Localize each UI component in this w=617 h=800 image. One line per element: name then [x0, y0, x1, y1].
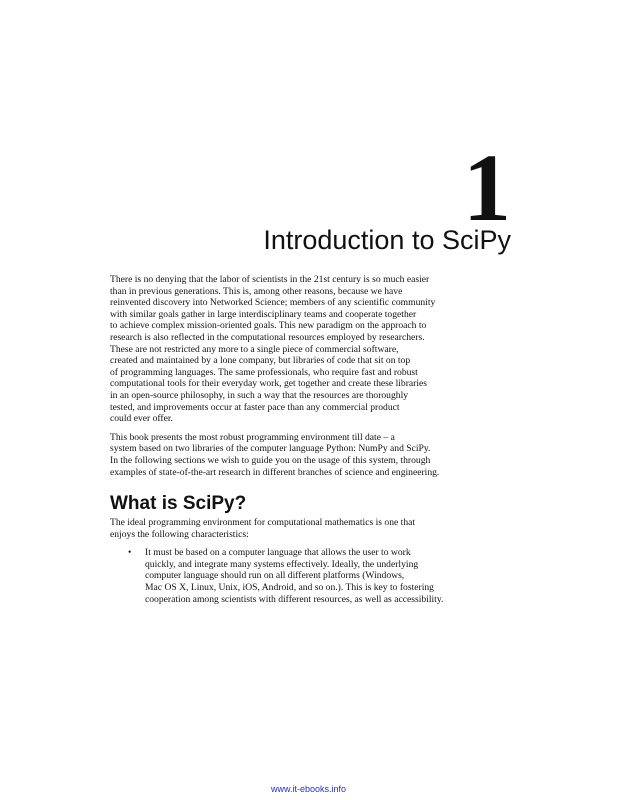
paragraph-line: These are not restricted any more to a single piece of commercial software,	[110, 343, 399, 355]
paragraph-line: in an open-source philosophy, in such a way that the resources are thoroughly	[110, 389, 409, 401]
paragraph-line: reinvented discovery into Networked Science; members of any scientific community	[110, 297, 436, 309]
intro-paragraph-2	[110, 432, 512, 478]
paragraph-line: computational tools for their everyday work, get together and create these libraries	[110, 378, 428, 390]
paragraph-line: There is no denying that the labor of scientists in the 21st century is so much easier	[110, 274, 430, 285]
list-item-line: Mac OS X, Linux, Unix, iOS, Android, and so on.). This is key to fostering	[145, 582, 434, 594]
list-item	[110, 547, 512, 605]
paragraph-line: of programming languages. The same professionals, who require fast and robust	[110, 366, 418, 378]
paragraph-line: tested, and improvements occur at faster pace than any commercial product	[110, 401, 400, 413]
paragraph-line: could ever offer.	[110, 413, 173, 425]
footer-link[interactable]: www.it-ebooks.info	[270, 784, 347, 794]
chapter-title: Introduction to SciPy	[263, 225, 511, 255]
paragraph-line: In the following sections we wish to guide you on the usage of this system, through	[110, 454, 431, 466]
paragraph-line: This book presents the most robust programming environment till date – a	[110, 431, 395, 443]
paragraph-line: created and maintained by a lone company, but libraries of code that sit on top	[110, 355, 411, 367]
list-item-line: quickly, and integrate many systems effectively. Ideally, the underlying	[145, 558, 419, 570]
paragraph-line: The ideal programming environment for computational mathematics is one that	[110, 517, 416, 529]
section-intro-paragraph	[110, 517, 512, 540]
paragraph-line: with similar goals gather in large interdisciplinary teams and cooperate together	[110, 308, 417, 320]
intro-paragraph-1	[110, 274, 512, 425]
list-item-line: It must be based on a computer language that allows the user to work	[145, 547, 411, 559]
list-item-line: computer language should run on all different platforms (Windows,	[145, 570, 405, 582]
paragraph-line: to achieve complex mission-oriented goals. This new paradigm on the approach to	[110, 320, 427, 332]
paragraph-line: system based on two libraries of the computer language Python: NumPy and SciPy.	[110, 443, 431, 455]
paragraph-line: research is also reflected in the computational resources employed by researchers.	[110, 331, 425, 343]
bullet-icon: •	[128, 547, 132, 559]
chapter-number: 1	[463, 134, 511, 241]
characteristics-list	[110, 547, 512, 605]
paragraph-line: enjoys the following characteristics:	[110, 528, 249, 540]
section-heading: What is SciPy?	[110, 493, 247, 515]
paragraph-line: examples of state-of-the-art research in different branches of science and engineering.	[110, 466, 440, 478]
list-item-line: cooperation among scientists with different resources, as well as accessibility.	[145, 593, 444, 605]
page-content	[110, 274, 512, 605]
paragraph-line: than in previous generations. This is, among other reasons, because we have	[110, 285, 403, 297]
